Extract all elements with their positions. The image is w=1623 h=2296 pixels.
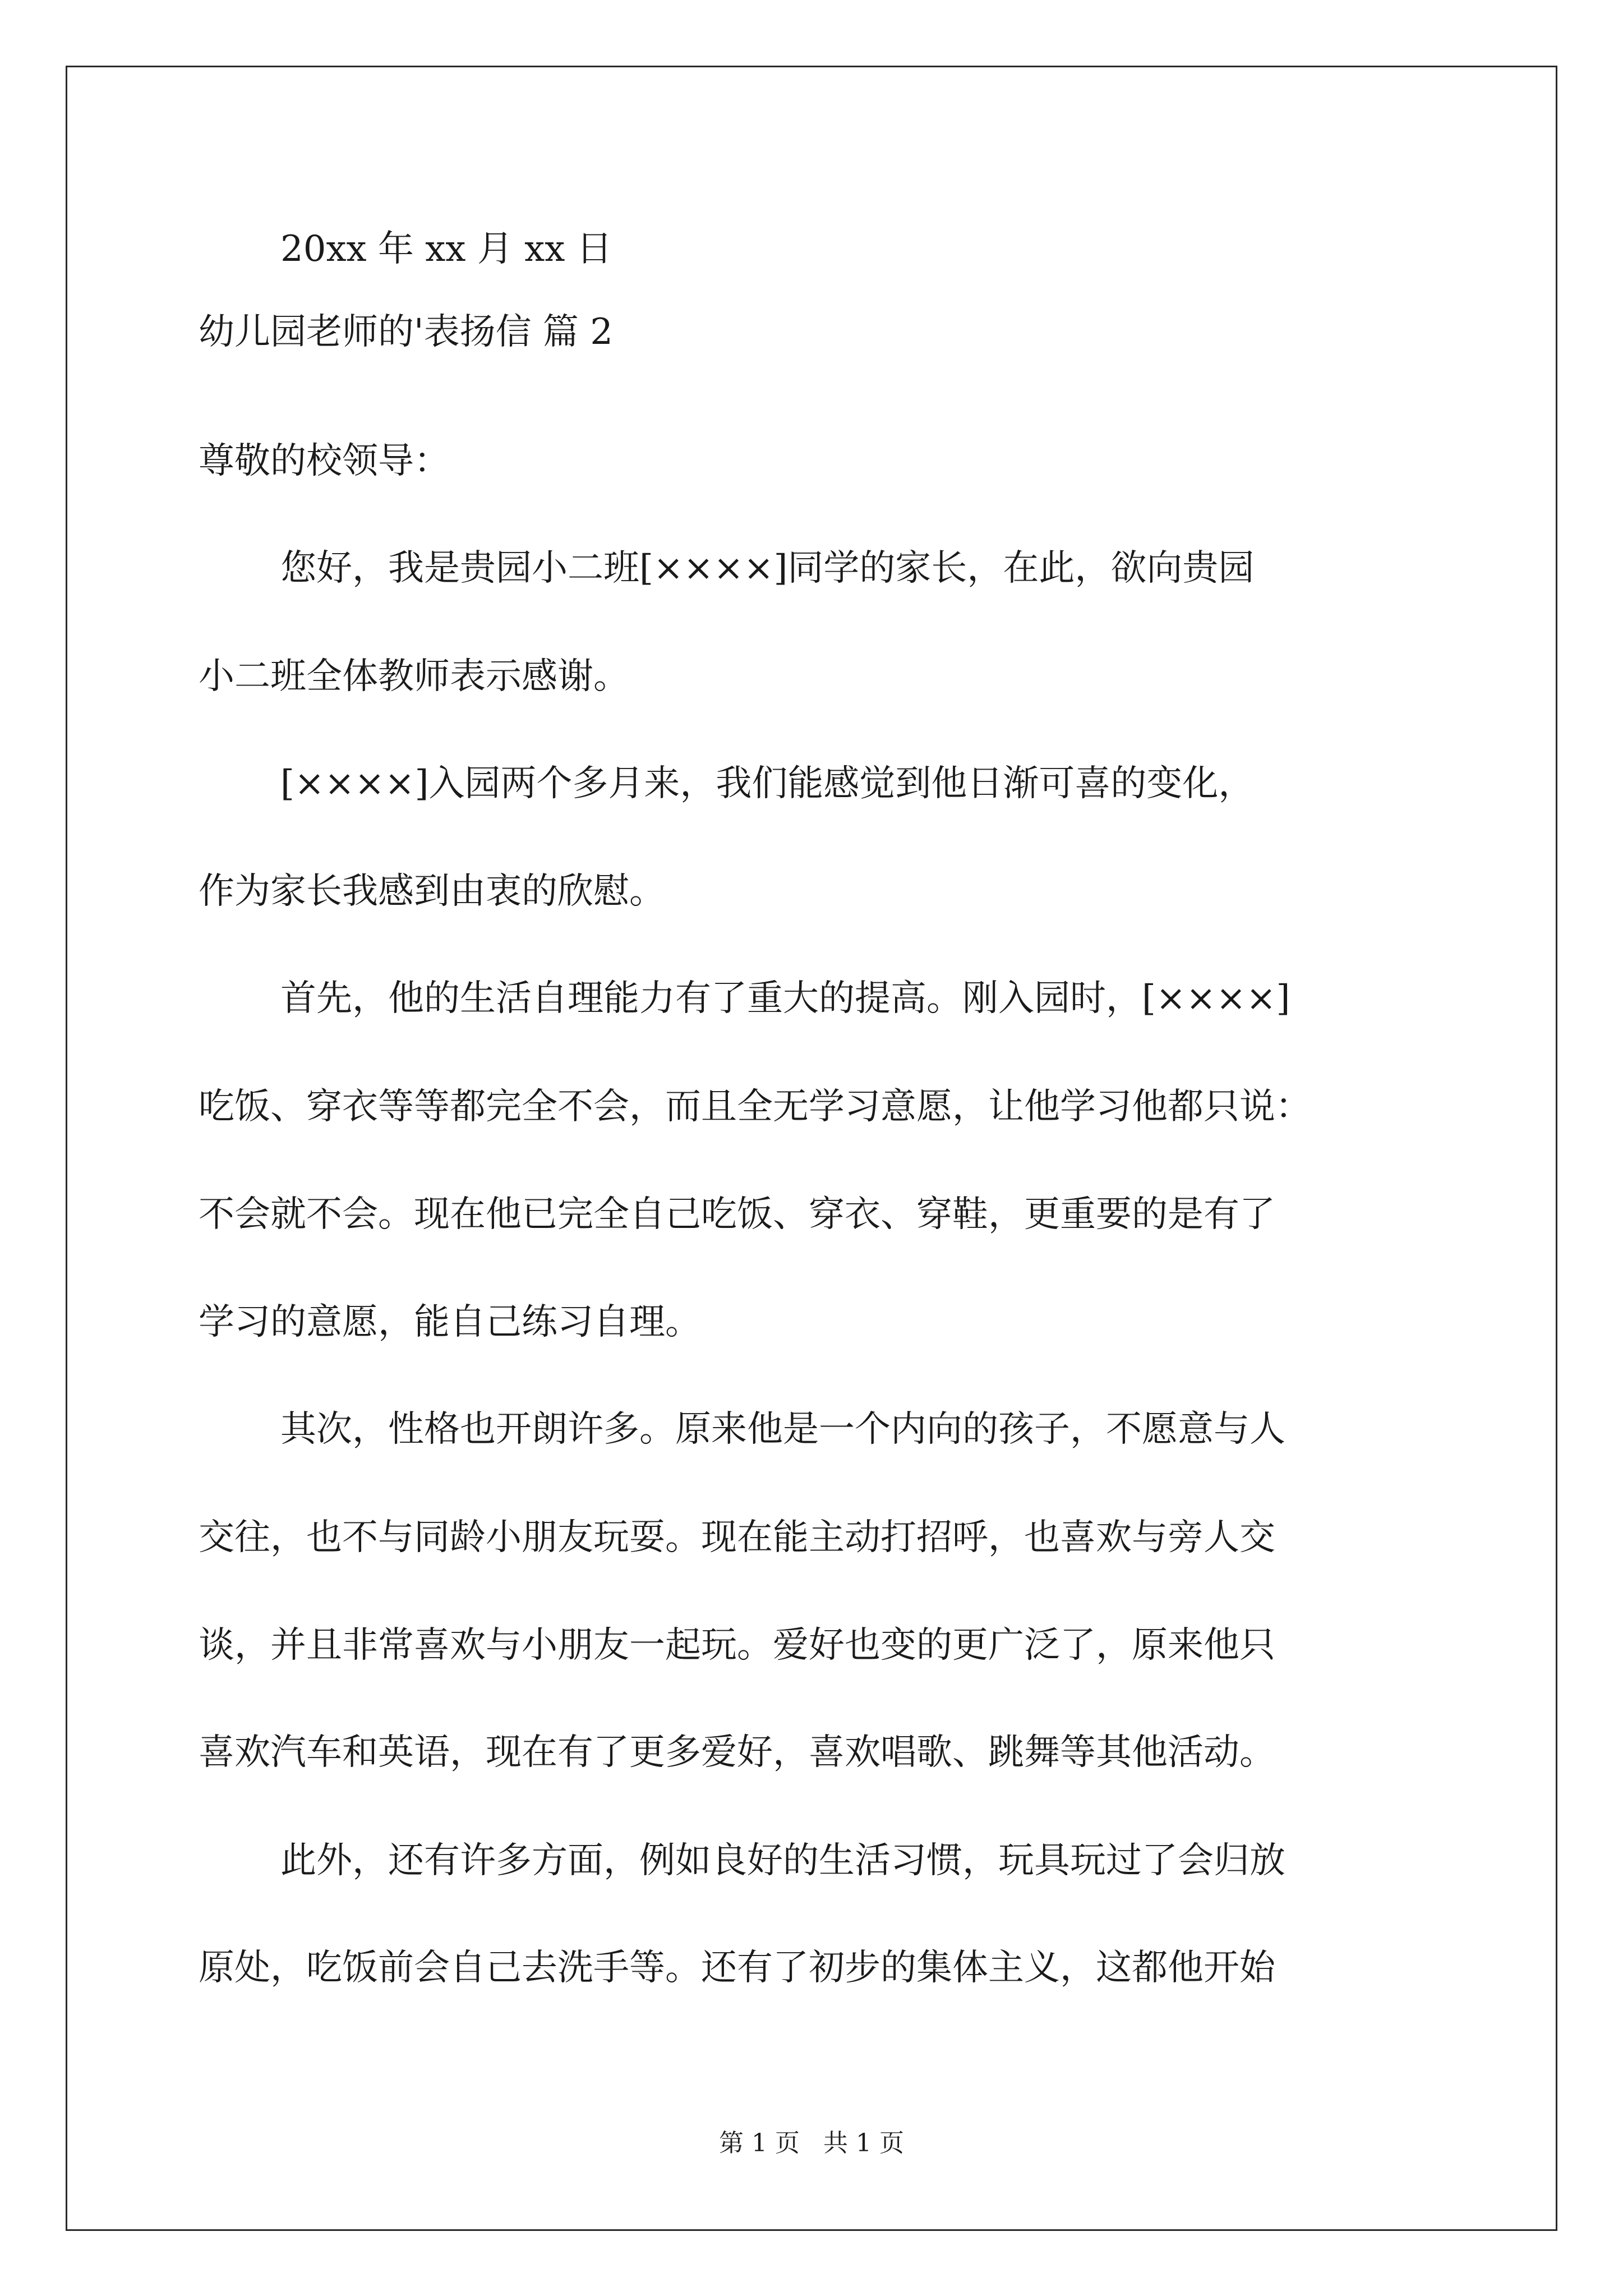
paragraph-line: 不会就不会。现在他已完全自己吃饭、穿衣、穿鞋，更重要的是有了 <box>199 1194 1275 1235</box>
page-border <box>66 66 1557 2231</box>
section-title: 幼儿园老师的'表扬信 篇 2 <box>199 311 613 353</box>
paragraph-line: 其次，性格也开朗许多。原来他是一个内向的孩子，不愿意与人 <box>280 1409 1285 1450</box>
paragraph-line: 喜欢汽车和英语，现在有了更多爱好，喜欢唱歌、跳舞等其他活动。 <box>199 1732 1275 1773</box>
paragraph-line: 小二班全体教师表示感谢。 <box>199 656 629 697</box>
page-footer: 第 1 页 共 1 页 <box>719 2129 904 2157</box>
paragraph-line: 首先，他的生活自理能力有了重大的提高。刚入园时，[××××] <box>280 978 1290 1019</box>
salutation: 尊敬的校领导： <box>199 440 450 482</box>
paragraph-line: 吃饭、穿衣等等都完全不会，而且全无学习意愿，让他学习他都只说： <box>199 1086 1311 1128</box>
paragraph-line: 您好，我是贵园小二班[××××]同学的家长，在此，欲向贵园 <box>280 547 1255 589</box>
paragraph-line: 谈，并且非常喜欢与小朋友一起玩。爱好也变的更广泛了，原来他只 <box>199 1625 1275 1666</box>
paragraph-line: 交往，也不与同龄小朋友玩耍。现在能主动打招呼，也喜欢与旁人交 <box>199 1517 1275 1558</box>
date-line: 20xx 年 xx 月 xx 日 <box>280 228 612 270</box>
paragraph-line: 作为家长我感到由衷的欣慰。 <box>199 871 665 912</box>
paragraph-line: 学习的意愿，能自己练习自理。 <box>199 1301 701 1343</box>
paragraph-line: 此外，还有许多方面，例如良好的生活习惯，玩具玩过了会归放 <box>280 1840 1285 1881</box>
paragraph-line: [××××]入园两个多月来，我们能感觉到他日渐可喜的变化， <box>280 763 1255 804</box>
paragraph-line: 原处，吃饭前会自己去洗手等。还有了初步的集体主义，这都他开始 <box>199 1947 1275 1989</box>
